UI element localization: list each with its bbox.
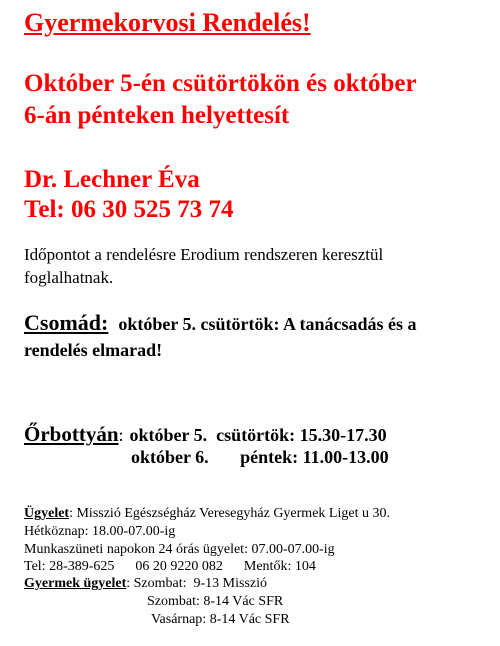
ugyelet-address: : Misszió Egészségház Veresegyház Gyermek Liget u 30. bbox=[69, 506, 390, 521]
orbottyan-line-1 bbox=[24, 422, 387, 449]
booking-line-1: Időpontot a rendelésre Erodium rendszeren keresztül bbox=[24, 245, 384, 264]
csomad-place: Csomád: bbox=[24, 310, 109, 335]
orbottyan-place: Őrbottyán bbox=[24, 422, 119, 446]
doctor-name: Dr. Lechner Éva bbox=[24, 166, 200, 193]
orbottyan-colon: : bbox=[118, 425, 124, 445]
notice-heading: Gyermekorvosi Rendelés! bbox=[24, 8, 311, 37]
orbottyan-row-2: október 6. péntek: 11.00-13.00 bbox=[131, 447, 389, 467]
child-ugyelet-saturday-1: : Szombat: 9-13 Misszió bbox=[126, 576, 268, 591]
substitution-line-1: Október 5-én csütörtökön és október bbox=[24, 70, 417, 97]
child-ugyelet-label: Gyermek ügyelet bbox=[24, 576, 127, 591]
child-ugyelet-line bbox=[24, 575, 267, 593]
csomad-line-2: rendelés elmarad! bbox=[24, 340, 163, 360]
phone-numbers: Tel: 28-389-625 06 20 9220 082 Mentők: 104 bbox=[24, 559, 316, 574]
holiday-hours: Munkaszüneti napokon 24 órás ügyelet: 07.00-07.00-ig bbox=[24, 542, 335, 557]
booking-line-2: foglalhatnak. bbox=[24, 268, 114, 287]
weekday-hours: Hétköznap: 18.00-07.00-ig bbox=[24, 524, 176, 539]
csomad-text-1: október 5. csütörtök: A tanácsadás és a bbox=[118, 314, 417, 334]
orbottyan-row-1: október 5. csütörtök: 15.30-17.30 bbox=[129, 425, 387, 445]
child-ugyelet-saturday-2: Szombat: 8-14 Vác SFR bbox=[147, 594, 284, 609]
ugyelet-label: Ügyelet bbox=[24, 506, 70, 521]
substitution-line-2: 6-án pénteken helyettesít bbox=[24, 102, 290, 129]
ugyelet-line bbox=[24, 505, 390, 523]
doctor-phone: Tel: 06 30 525 73 74 bbox=[24, 196, 234, 223]
csomad-line-1 bbox=[24, 310, 417, 339]
child-ugyelet-sunday: Vasárnap: 8-14 Vác SFR bbox=[151, 612, 290, 627]
